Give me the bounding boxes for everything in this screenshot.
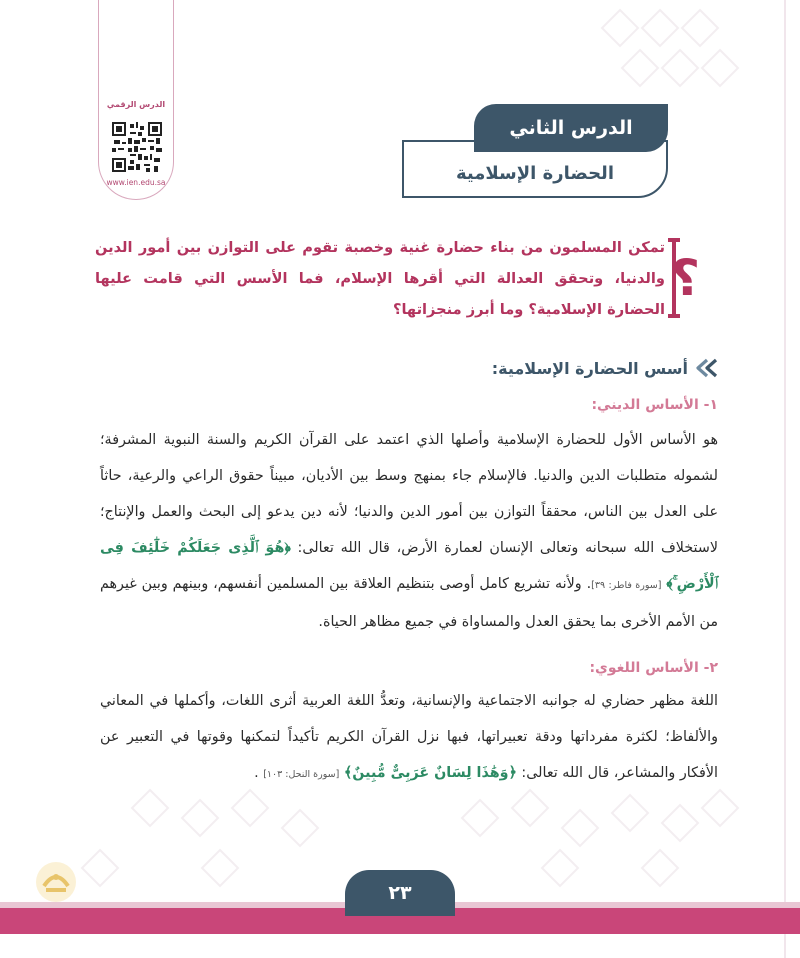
verse-reference: [سورة النحل: ١٠٣] [263, 769, 340, 780]
page-edge [784, 0, 786, 958]
digital-lesson-url[interactable]: www.ien.edu.sa [106, 178, 166, 187]
religious-foundation-heading: ١- الأساس الديني: [591, 397, 718, 413]
page-number-tab [345, 870, 455, 916]
verse-reference: [سورة فاطر: ٣٩] [591, 580, 662, 591]
linguistic-foundation-paragraph [100, 683, 718, 793]
section-heading [300, 354, 718, 382]
intro-question-text: تمكن المسلمون من بناء حضارة غنية وخصبة تقوم على التوازن بين أمور الدين والدنيا، وتحقق العدالة التي أقرها الإسلام، فما الأسس التي قامت عليها الحضارة الإسلامية؟ وما أبرز منجزاتها؟ [95, 239, 665, 318]
linguistic-foundation-heading: ٢- الأساس اللغوي: [589, 660, 718, 676]
lesson-title: الحضارة الإسلامية [455, 162, 614, 184]
intro-bar-cap-bottom [668, 314, 680, 318]
publisher-logo-icon [34, 860, 78, 904]
quran-verse: ﴿وَهَٰذَا لِسَانٌ عَرَبِىٌّ مُّبِينٌ﴾ [343, 765, 517, 781]
question-mark-icon: ؟ [670, 249, 700, 307]
lesson-number-banner [474, 104, 668, 152]
lesson-number: الدرس الثاني [509, 117, 633, 139]
quran-verse: ﴿هُوَ ٱلَّذِى جَعَلَكُمْ خَلَٰٓئِفَ فِى ٱلْأَرْضِ ۚ﴾ [100, 540, 718, 592]
double-chevron-icon [694, 358, 718, 378]
paragraph-text: هو الأساس الأول للحضارة الإسلامية وأصلها الذي اعتمد على القرآن الكريم والسنة النبوية المشرفة؛ لشموله متطلبات الدين والدنيا. فالإسلام جاء بمنهج وسط بين الأديان، مبيناً حقوق الراعي والرعية، حاثاً على العدل بين الناس، محققاً التوازن بين أمور الدين والدنيا؛ لأنه دين يدعو إلى البحث والعمل والإنتاج؛ لاستخلاف الله سبحانه وتعالى الإنسان لعمارة الأرض، قال الله تعالى: [100, 432, 719, 556]
digital-lesson-card[interactable] [98, 0, 174, 200]
page-number: ٢٣ [388, 882, 412, 904]
section-heading-text: أسس الحضارة الإسلامية: [491, 358, 688, 378]
religious-foundation-paragraph [100, 422, 718, 640]
digital-lesson-label: الدرس الرقمي [106, 100, 166, 109]
intro-question [95, 232, 665, 325]
qr-code-icon[interactable] [112, 122, 162, 172]
paragraph-text-continued: . [254, 765, 264, 781]
paragraph-text-continued: . ولأنه تشريع كامل أوصى بتنظيم العلاقة بين المسلمين أنفسهم، وبينهم وبين غيرهم من الأمم الأخرى بما يحقق العدل والمساواة في جميع مظاهر الحياة. [100, 576, 718, 630]
paragraph-text: اللغة مظهر حضاري له جوانبه الاجتماعية والإنسانية، وتعدُّ اللغة العربية أثرى اللغات، وأكملها في المعاني والألفاظ؛ لكثرة مفرداتها ودقة تعبيراتها، فبها نزل القرآن الكريم تأكيداً لتمكنها وقوتها في التعبير عن الأفكار والمشاعر، قال الله تعالى: [100, 693, 718, 781]
intro-bar-cap-top [668, 238, 680, 242]
